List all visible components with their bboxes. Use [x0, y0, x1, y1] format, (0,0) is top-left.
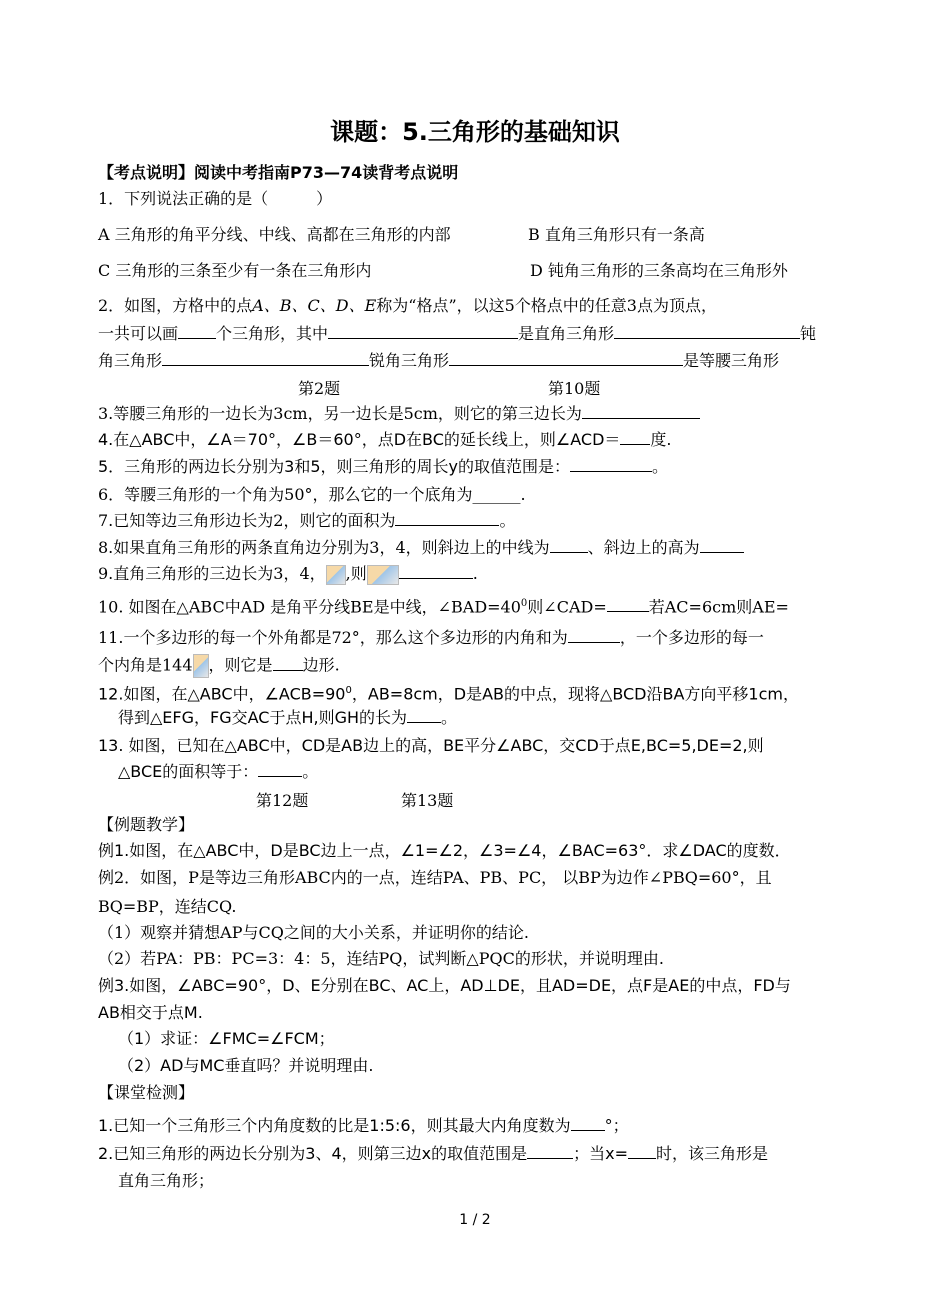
- q7-text: 7.已知等边三角形边长为2，则它的面积为: [98, 511, 396, 530]
- caption-q13: 第13题: [401, 791, 454, 810]
- example-2-line2: BQ=BP，连结CQ.: [98, 897, 237, 916]
- q2-points: A、B、C、D、E: [252, 296, 377, 315]
- q5-blank[interactable]: [570, 457, 652, 472]
- q5-tail: 。: [652, 457, 669, 476]
- q2-blank-right[interactable]: [328, 324, 518, 339]
- check-1-blank[interactable]: [571, 1116, 605, 1131]
- check-2-line2: 直角三角形；: [118, 1171, 215, 1190]
- check-2-line1: [98, 1143, 768, 1165]
- q12-line1: [98, 680, 799, 705]
- q13-line2: [118, 761, 318, 783]
- q4-tail: 度.: [650, 430, 672, 449]
- q6: 6．等腰三角形的一个角为50°，那么它的一个底角为______.: [98, 485, 526, 504]
- q9-tail: .: [472, 564, 478, 583]
- q3-text: 3.等腰三角形的一边长为3cm，另一边长是5cm，则它的第三边长为: [98, 404, 582, 423]
- q1-option-a: A 三角形的角平分线、中线、高都在三角形的内部: [98, 225, 451, 244]
- q2-blank-obtuse2[interactable]: [162, 351, 369, 366]
- kaodian-heading: 【考点说明】阅读中考指南P73—74读背考点说明: [98, 163, 459, 182]
- q11-blank-sides[interactable]: [273, 656, 303, 671]
- q12-c: 得到△EFG，FG交AC于点H,则GH的长为: [118, 708, 408, 727]
- q2-blank-count[interactable]: [178, 324, 216, 339]
- q2-line3: [98, 350, 779, 372]
- q3: [98, 403, 700, 425]
- q13-b: △BCE的面积等于：: [118, 762, 259, 781]
- q7-tail: 。: [499, 511, 516, 530]
- q10-tail: 若AC=6cm则AE=: [648, 597, 789, 617]
- q2-part1: 2．如图，方格中的点: [98, 296, 253, 315]
- q2-l2d: 钝: [800, 324, 817, 343]
- page-title: 课题：5.三角形的基础知识: [330, 118, 620, 146]
- q2-l2b: 个三角形，其中: [216, 324, 329, 343]
- q8-mid: 、斜边上的高为: [587, 538, 700, 557]
- q9: [98, 563, 478, 585]
- page-number: 1 / 2: [459, 1212, 491, 1228]
- check-1-tail: °；: [604, 1116, 629, 1135]
- q2-l3c: 是等腰三角形: [683, 351, 780, 370]
- q12-a: 12.如图，在△ABC中，∠ACB=90: [98, 684, 346, 704]
- q7: [98, 510, 515, 532]
- caption-q12: 第12题: [256, 791, 309, 810]
- q7-blank[interactable]: [395, 511, 499, 526]
- check-1-text: 1.已知一个三角形三个内角度数的比是1:5:6，则其最大内角度数为: [98, 1116, 571, 1135]
- q2-line1: [98, 295, 717, 317]
- example-3-part2: （2）AD与MC垂直吗？并说明理由.: [118, 1056, 374, 1075]
- q2-blank-obtuse[interactable]: [614, 324, 800, 339]
- formula-image-icon: [367, 565, 399, 585]
- q13-c: 。: [302, 762, 319, 781]
- check-2-mid: ；当x=: [573, 1144, 628, 1163]
- formula-image-icon: [326, 565, 346, 585]
- q9-blank[interactable]: [399, 564, 473, 579]
- q2-blank-acute[interactable]: [449, 351, 683, 366]
- check-1: [98, 1115, 629, 1137]
- q2-l3a: 角三角形: [98, 351, 163, 370]
- q12-line2: [118, 707, 457, 729]
- q2-line2: [98, 323, 816, 345]
- q11-d: ，则它是: [208, 655, 273, 675]
- q12-b: ，AB=8cm，D是AB的中点，现将△BCD沿BA方向平移1cm，: [351, 684, 799, 704]
- q8-text: 8.如果直角三角形的两条直角边分别为3，4，则斜边上的中线为: [98, 538, 550, 557]
- q1-stem: 1．下列说法正确的是（ ）: [98, 189, 333, 208]
- q1-option-b: B 直角三角形只有一条高: [528, 225, 705, 244]
- q12-d: 。: [441, 708, 458, 727]
- q8: [98, 537, 744, 559]
- example-2-line1: 例2．如图，P是等边三角形ABC内的一点，连结PA、PB、PC， 以BP为边作∠PBQ=60°，且: [98, 868, 772, 887]
- classcheck-heading: 【课堂检测】: [98, 1083, 195, 1102]
- example-2-part1: （1）观察并猜想AP与CQ之间的大小关系，并证明你的结论.: [98, 923, 529, 942]
- q11-blank-sum[interactable]: [568, 628, 620, 643]
- q4-blank[interactable]: [620, 430, 650, 445]
- degree-image-icon: [193, 654, 209, 678]
- check-2-tail: 时，该三角形是: [656, 1144, 769, 1163]
- q10-mid: 则∠CAD=: [527, 597, 607, 617]
- q11-mid: ，一个多边形的每一: [619, 628, 764, 647]
- q2-part2: 称为“格点”，以这5个格点中的任意3点为顶点，: [376, 296, 717, 315]
- q8-blank-height[interactable]: [700, 538, 744, 553]
- check-2-text: 2.已知三角形的两边长分别为3、4，则第三边x的取值范围是: [98, 1144, 528, 1163]
- example-3-line1: 例3.如图，∠ABC=90°，D、E分别在BC、AC上，AD⊥DE，且AD=DE，点F是AE的中点，FD与: [98, 976, 791, 995]
- q3-blank[interactable]: [582, 404, 700, 419]
- q1-option-d: D 钝角三角形的三条高均在三角形外: [530, 261, 788, 280]
- q2-l3b: 锐角三角形: [369, 351, 450, 370]
- q4-text: 4.在△ABC中，∠A＝70°，∠B＝60°，点D在BC的延长线上，则∠ACD＝: [98, 430, 621, 449]
- q1-option-c: C 三角形的三条至少有一条在三角形内: [98, 261, 372, 280]
- check-2-blank-range[interactable]: [527, 1144, 573, 1159]
- q13-line1: 13. 如图，已知在△ABC中，CD是AB边上的高，BE平分∠ABC，交CD于点E,BC=5,DE=2,则: [98, 736, 764, 755]
- example-3-part1: （1）求证：∠FMC=∠FCM；: [118, 1029, 335, 1048]
- q4: [98, 429, 672, 451]
- q11-e: 边形.: [302, 655, 340, 675]
- caption-q2: 第2题: [298, 379, 341, 398]
- q2-l2a: 一共可以画: [98, 324, 179, 343]
- q11-line2: [98, 654, 340, 678]
- q10-sup: 0: [520, 598, 528, 609]
- example-2-part2: （2）若PA：PB：PC=3：4：5，连结PQ，试判断△PQC的形状，并说明理由.: [98, 949, 664, 968]
- q12-sup: 0: [345, 685, 352, 696]
- q11-line1: [98, 627, 764, 649]
- q10-text: 10. 如图在△ABC中AD 是角平分线BE是中线，∠BAD=40: [98, 597, 521, 617]
- q2-l2c: 是直角三角形: [518, 324, 615, 343]
- q5: [98, 456, 668, 478]
- q11-text: 11.一个多边形的每一个外角都是72°，那么这个多边形的内角和为: [98, 628, 568, 647]
- example-heading: 【例题教学】: [98, 815, 195, 834]
- q9-mid: ,则: [345, 564, 367, 583]
- q5-text: 5．三角形的两边长分别为3和5，则三角形的周长y的取值范围是：: [98, 457, 571, 476]
- example-3-line2: AB相交于点M.: [98, 1003, 203, 1022]
- q10: [98, 593, 789, 618]
- q13-blank[interactable]: [258, 762, 302, 777]
- example-1: 例1.如图，在△ABC中，D是BC边上一点，∠1=∠2，∠3=∠4，∠BAC=63°．求∠DAC的度数．: [98, 841, 791, 860]
- q10-blank-cad[interactable]: [607, 597, 649, 612]
- q8-blank-median[interactable]: [550, 538, 588, 553]
- q9-text: 9.直角三角形的三边长为3，4，: [98, 564, 326, 583]
- q12-blank[interactable]: [407, 708, 441, 723]
- check-2-blank-x[interactable]: [628, 1144, 656, 1159]
- caption-q10: 第10题: [548, 379, 601, 398]
- q11-c: 个内角是144: [98, 655, 193, 675]
